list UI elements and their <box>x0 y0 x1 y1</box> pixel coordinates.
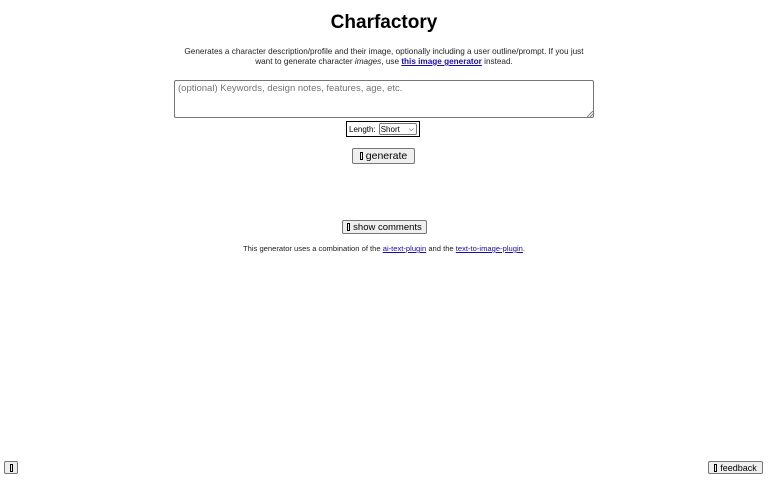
corner-menu-button[interactable] <box>4 461 18 474</box>
chevron-down-icon: ⌵ <box>408 126 414 133</box>
feedback-label: feedback <box>720 462 757 473</box>
textarea-resize-handle[interactable] <box>587 111 593 117</box>
length-label: Length: <box>349 124 376 134</box>
text-to-image-plugin-link[interactable]: text-to-image-plugin <box>455 244 523 253</box>
show-comments-button[interactable] <box>342 220 427 234</box>
feedback-icon <box>714 464 717 472</box>
menu-icon <box>10 464 13 472</box>
intro-text-middle: , use <box>381 57 402 66</box>
feedback-button[interactable] <box>708 461 763 474</box>
generate-button[interactable] <box>352 148 415 164</box>
page-title: Charfactory <box>330 12 438 33</box>
generate-label: generate <box>365 150 408 162</box>
intro-italic-word: images <box>354 57 382 66</box>
credits-note <box>0 244 768 253</box>
length-control <box>346 121 420 137</box>
ai-text-plugin-link[interactable]: ai-text-plugin <box>382 244 427 253</box>
generate-icon <box>360 152 363 160</box>
image-generator-link[interactable]: this image generator <box>401 57 482 66</box>
intro-text-start: Generates a character description/profile and their image, optionally including a user outline/prompt. If you just want to generate character <box>184 47 584 66</box>
comments-icon <box>347 223 350 231</box>
show-comments-label: show comments <box>353 221 422 233</box>
intro-description <box>184 47 584 67</box>
prompt-input[interactable] <box>174 80 594 118</box>
length-select[interactable] <box>379 123 417 135</box>
intro-text-end: instead. <box>481 57 513 66</box>
credits-text-start: This generator uses a combination of the <box>242 244 383 253</box>
credits-text-middle: and the <box>426 244 456 253</box>
credits-text-end: . <box>522 244 525 253</box>
length-selected-value: Short <box>380 124 400 134</box>
